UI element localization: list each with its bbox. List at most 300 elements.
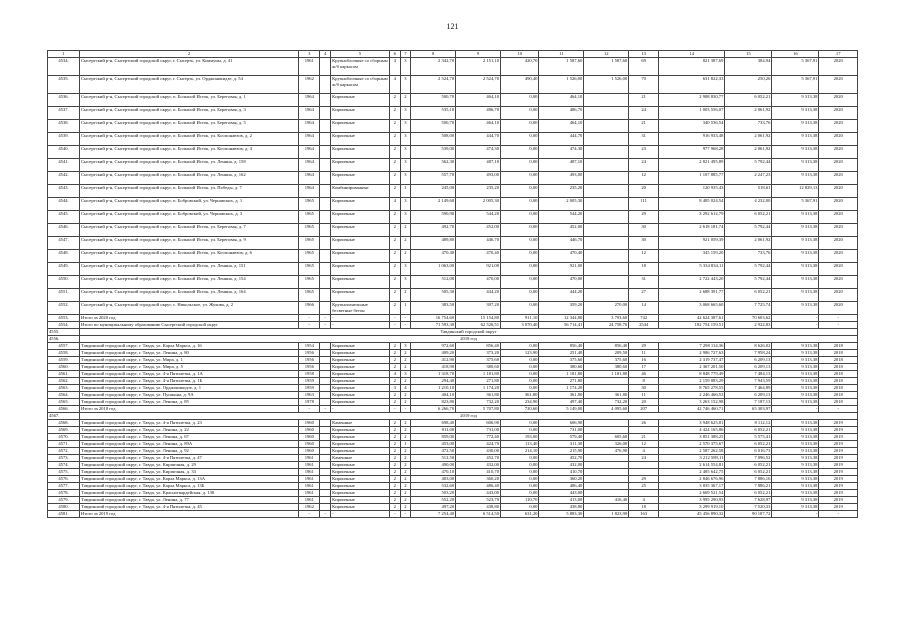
cell-col-7: 3 [400, 263, 411, 276]
cell-col-13: 12 [629, 250, 659, 263]
cell-col-2: Тавдинский городской округ, г. Тавда, ул. Мира, д. 5 [80, 364, 299, 371]
cell-col-4 [320, 120, 331, 133]
table-row [48, 146, 858, 159]
cell-col-17: 2018 [819, 378, 858, 385]
cell-col-15: 7 096,52 [725, 455, 772, 462]
cell-col-2: Тавдинский городской округ, г. Тавда, ул. Красногвардейская, д. 138 [80, 490, 299, 497]
cell-col-4 [320, 250, 331, 263]
cell-col-9: 544,20 [456, 211, 501, 224]
cell-col-8: 508,00 [411, 133, 456, 146]
cell-col-11: 1 181,80 [539, 371, 584, 378]
cell-col-5: Кирпичные [331, 224, 390, 237]
cell-col-9: 606,90 [456, 420, 501, 427]
cell-col-14: 4 424 165,86 [659, 427, 725, 434]
cell-col-10: 110,70 [501, 497, 539, 504]
table-row [48, 434, 858, 441]
cell-col-7: 2 [400, 392, 411, 399]
cell-col-6: 2 [389, 497, 400, 504]
cell-col-16: 9 313,38 [772, 263, 819, 276]
table-row [48, 302, 858, 315]
cell-col-8: 500,70 [411, 120, 456, 133]
cell-col-5: Комбинированные [331, 185, 390, 198]
cell-col-5: Кирпичные [331, 371, 390, 378]
cell-col-1: 4560. [48, 364, 80, 371]
cell-col-13: 69 [629, 58, 659, 76]
cell-col-13: 12 [629, 441, 659, 448]
cell-col-1: 4557. [48, 343, 80, 350]
cell-col-6: 2 [389, 469, 400, 476]
cell-col-16: 9 313,38 [772, 371, 819, 378]
cell-col-7: 1 [400, 441, 411, 448]
cell-col-1: 4577. [48, 483, 80, 490]
cell-col-8: 470,40 [411, 250, 456, 263]
cell-col-1: 4574. [48, 462, 80, 469]
cell-col-5: - [331, 406, 390, 413]
cell-col-9: 486,40 [456, 483, 501, 490]
cell-col-9: 732,20 [456, 399, 501, 406]
cell-col-8: 562,30 [411, 159, 456, 172]
cell-col-10: 361,80 [501, 392, 539, 399]
cell-col-12 [584, 462, 629, 469]
header-col-15: 15 [725, 51, 772, 58]
cell-col-15: 6 052,21 [725, 211, 772, 224]
table-row [48, 120, 858, 133]
cell-col-15: 6 052,21 [725, 490, 772, 497]
cell-col-1: 4561. [48, 371, 80, 378]
table-row [48, 343, 858, 350]
cell-col-8: 472,50 [411, 448, 456, 455]
cell-col-3: - [299, 511, 320, 518]
cell-col-10: 0,00 [501, 94, 539, 107]
cell-col-12 [584, 94, 629, 107]
column-number-header [48, 51, 858, 58]
cell-col-6: 2 [389, 159, 400, 172]
cell-col-17: 2018 [819, 371, 858, 378]
table-row [48, 211, 858, 224]
cell-col-12: 4 095,60 [584, 406, 629, 413]
cell-col-7: 2 [400, 490, 411, 497]
cell-col-7: 2 [400, 237, 411, 250]
cell-col-8: 492,70 [411, 224, 456, 237]
cell-col-10: 0,00 [501, 224, 539, 237]
cell-col-14: 3 835 367,17 [659, 483, 725, 490]
cell-col-12: 3 793,60 [584, 315, 629, 322]
cell-col-3: 1966 [299, 302, 320, 315]
cell-col-7: 2 [400, 469, 411, 476]
cell-col-3: 1961 [299, 497, 320, 504]
cell-col-10: 0,00 [501, 455, 539, 462]
cell-col-10: 0,00 [501, 263, 539, 276]
cell-col-1: 4541. [48, 159, 80, 172]
cell-col-12: 416,40 [584, 497, 629, 504]
cell-col-1: 4568. [48, 420, 80, 427]
cell-col-2: Тавдинский городской округ, г. Тавда, ул. Ленина, д. 67 [80, 434, 299, 441]
cell-col-2: Сысертский р-н, Сысертский городской округ, п. Большой Исток, ул. Ленина, д. 158 [80, 159, 299, 172]
cell-col-6: 2 [389, 185, 400, 198]
cell-col-8: 532,60 [411, 483, 456, 490]
cell-col-7: 2 [400, 350, 411, 357]
cell-col-17: 2018 [819, 343, 858, 350]
cell-col-10: 0,00 [501, 120, 539, 133]
cell-col-11: 410,70 [539, 469, 584, 476]
header-col-9: 9 [456, 51, 501, 58]
cell-col-1: 4571. [48, 441, 80, 448]
cell-col-12 [584, 133, 629, 146]
cell-col-17: 2018 [819, 364, 858, 371]
cell-col-14: 2 821 495,89 [659, 159, 725, 172]
cell-col-7: 2 [400, 476, 411, 483]
cell-col-17: 2019 [819, 427, 858, 434]
cell-col-13: 12 [629, 172, 659, 185]
cell-col-11: 452,70 [539, 455, 584, 462]
cell-col-4: - [320, 406, 331, 413]
cell-col-10: 490,40 [501, 76, 539, 94]
cell-col-6: 4 [389, 371, 400, 378]
table-row [48, 250, 858, 263]
cell-col-13: 207 [629, 406, 659, 413]
cell-col-8: 470,10 [411, 469, 456, 476]
table-row [48, 172, 858, 185]
cell-col-11: 271,80 [539, 378, 584, 385]
cell-col-16: 5 367,91 [772, 198, 819, 211]
cell-col-11: 2 005,30 [539, 198, 584, 211]
cell-col-1: 4551. [48, 289, 80, 302]
cell-col-7: 2 [400, 483, 411, 490]
cell-col-14: 3 995 290,93 [659, 497, 725, 504]
cell-col-13: 46 [629, 371, 659, 378]
cell-col-3: 1965 [299, 250, 320, 263]
cell-col-4 [320, 504, 331, 511]
cell-col-6: 2 [389, 378, 400, 385]
cell-col-4 [320, 469, 331, 476]
cell-col-7: - [400, 322, 411, 329]
cell-col-13: 17 [629, 364, 659, 371]
cell-col-17: - [819, 406, 858, 413]
table-row [48, 159, 858, 172]
cell-col-13: 16 [629, 357, 659, 364]
cell-col-14: 2 618 181,74 [659, 224, 725, 237]
section-title: 2019 год [80, 413, 858, 420]
cell-col-16: 9 313,38 [772, 159, 819, 172]
cell-col-15: 2 061,92 [725, 107, 772, 120]
table-row [48, 490, 858, 497]
cell-col-16: 9 313,38 [772, 497, 819, 504]
cell-col-1: 4539. [48, 133, 80, 146]
cell-col-10: 0,00 [501, 198, 539, 211]
cell-col-12: 476,90 [584, 448, 629, 455]
cell-col-11: 1 174,20 [539, 385, 584, 392]
cell-col-14: 340 536,54 [659, 120, 725, 133]
cell-col-13: 24 [629, 455, 659, 462]
cell-col-10: 0,00 [501, 462, 539, 469]
cell-col-10: 0,00 [501, 302, 539, 315]
header-col-1: 1 [48, 51, 80, 58]
cell-col-4 [320, 448, 331, 455]
cell-col-3: 1965 [299, 198, 320, 211]
cell-col-7: 3 [400, 146, 411, 159]
cell-col-2: Тавдинский городской округ, г. Тавда, ул. Кирпичная, д. 33 [80, 469, 299, 476]
cell-col-2: Сысертский р-н, Сысертский городской округ, п. Бобровский, ул. Чернавских, д. 3 [80, 211, 299, 224]
cell-col-14: 42 624 387,61 [659, 315, 725, 322]
cell-col-17: - [819, 315, 858, 322]
cell-col-4: - [320, 322, 331, 329]
cell-col-12 [584, 469, 629, 476]
cell-col-4 [320, 237, 331, 250]
cell-col-17: 2020 [819, 250, 858, 263]
cell-col-16: 9 313,38 [772, 107, 819, 120]
cell-col-3: 1964 [299, 133, 320, 146]
header-col-3: 3 [299, 51, 320, 58]
cell-col-5: Кирпичные [331, 133, 390, 146]
cell-col-16: 9 313,38 [772, 504, 819, 511]
cell-col-7: 2 [400, 420, 411, 427]
cell-col-2: Тавдинский городской округ, г. Тавда, ул. Ленина, д. 77 [80, 497, 299, 504]
cell-col-11: 606,90 [539, 420, 584, 427]
cell-col-9: 444,70 [456, 133, 501, 146]
cell-col-15: 65 303,97 [725, 406, 772, 413]
cell-col-11: 731,00 [539, 427, 584, 434]
cell-col-5: Кирпичные [331, 357, 390, 364]
cell-col-13: 111 [629, 198, 659, 211]
cell-col-5: Кирпичные [331, 469, 390, 476]
cell-col-6: 2 [389, 250, 400, 263]
cell-col-17: - [819, 322, 858, 329]
cell-col-15: 2 061,92 [725, 133, 772, 146]
cell-col-6: 2 [389, 107, 400, 120]
cell-col-1: 4580. [48, 504, 80, 511]
cell-col-9: 452,70 [456, 455, 501, 462]
cell-col-8: 294,40 [411, 378, 456, 385]
cell-col-16: 9 313,38 [772, 385, 819, 392]
cell-col-14: 3 263 152,98 [659, 399, 725, 406]
cell-col-15: 5 792,44 [725, 159, 772, 172]
cell-col-11: 474,30 [539, 146, 584, 159]
cell-col-5: Кирпичные [331, 483, 390, 490]
cell-col-14: 182 754 159,51 [659, 322, 725, 329]
cell-col-15: 7 464,89 [725, 385, 772, 392]
cell-col-12: 24 758,70 [584, 322, 629, 329]
cell-col-2: Тавдинский городской округ, г. Тавда, ул. 4-я Пятилетка, д. 1А [80, 371, 299, 378]
cell-col-16: - [772, 511, 819, 518]
cell-col-11: 544,20 [539, 211, 584, 224]
cell-col-3: - [299, 322, 320, 329]
cell-col-12: 380,60 [584, 364, 629, 371]
total-row [48, 322, 858, 329]
cell-col-1: 4547. [48, 237, 80, 250]
cell-col-3: 1965 [299, 224, 320, 237]
cell-col-12 [584, 420, 629, 427]
cell-col-9: 380,60 [456, 364, 501, 371]
cell-col-3: 1964 [299, 159, 320, 172]
year-row [48, 336, 858, 343]
cell-col-1: 4578. [48, 490, 80, 497]
cell-col-1: 4552. [48, 302, 80, 315]
cell-col-11: 1 587,60 [539, 58, 584, 76]
cell-col-17: 2019 [819, 455, 858, 462]
cell-col-15: 2 061,92 [725, 146, 772, 159]
cell-col-9: 2 151,10 [456, 58, 501, 76]
cell-col-14: 1 107 885,77 [659, 172, 725, 185]
section-row [48, 329, 858, 336]
cell-col-3: 1965 [299, 289, 320, 302]
cell-col-9: 62 526,51 [456, 322, 501, 329]
cell-col-14: 631 822,33 [659, 76, 725, 94]
cell-col-12 [584, 455, 629, 462]
cell-col-12 [584, 224, 629, 237]
cell-col-12 [584, 172, 629, 185]
section-title: 2018 год [80, 336, 858, 343]
cell-col-2: Тавдинский городской округ, г. Тавда, ул. Ленина, д. 85 [80, 399, 299, 406]
cell-col-9: 452,00 [456, 224, 501, 237]
cell-col-8: 71 593,30 [411, 322, 456, 329]
cell-col-8: 505,30 [411, 289, 456, 302]
cell-col-16: 9 313,38 [772, 483, 819, 490]
cell-col-14: 3 212 589,11 [659, 455, 725, 462]
cell-col-10: 0,00 [501, 469, 539, 476]
cell-col-2: Тавдинский городской округ, г. Тавда, ул. Ленина, д. 92 [80, 448, 299, 455]
cell-col-7: 2 [400, 289, 411, 302]
cell-col-6: 2 [389, 427, 400, 434]
total-row [48, 511, 858, 518]
header-col-12: 12 [584, 51, 629, 58]
cell-col-16: - [772, 406, 819, 413]
table-row [48, 198, 858, 211]
cell-col-14: 3 851 388,25 [659, 434, 725, 441]
table-row [48, 441, 858, 448]
cell-col-7: 2 [400, 357, 411, 364]
cell-col-3: 1965 [299, 211, 320, 224]
cell-col-6: - [389, 322, 400, 329]
cell-col-17: 2020 [819, 289, 858, 302]
cell-col-16: - [772, 315, 819, 322]
cell-col-16: 9 313,38 [772, 434, 819, 441]
cell-col-1: 4546. [48, 224, 80, 237]
cell-col-8: 859,00 [411, 434, 456, 441]
cell-col-5: Кирпичные [331, 250, 390, 263]
cell-col-2: Тавдинский городской округ, г. Тавда, ул. 4-я Пятилетка, д. 23 [80, 420, 299, 427]
cell-col-9: 523,70 [456, 497, 501, 504]
cell-col-10: 0,00 [501, 476, 539, 483]
cell-col-13: 31 [629, 276, 659, 289]
cell-col-4 [320, 224, 331, 237]
cell-col-6: 2 [389, 120, 400, 133]
cell-col-8: 535,10 [411, 107, 456, 120]
cell-col-8: 823,80 [411, 399, 456, 406]
table-row [48, 462, 858, 469]
cell-col-4 [320, 399, 331, 406]
cell-col-16: 9 313,38 [772, 133, 819, 146]
cell-col-14: 2 485 642,75 [659, 469, 725, 476]
cell-col-10: 0,00 [501, 357, 539, 364]
cell-col-5: Кирпичные [331, 434, 390, 441]
cell-col-7: - [400, 511, 411, 518]
table-row [48, 385, 858, 392]
cell-col-12 [584, 276, 629, 289]
cell-col-4 [320, 455, 331, 462]
cell-col-5: Кирпичные [331, 392, 390, 399]
cell-col-3: 1961 [299, 58, 320, 76]
cell-col-14: 1 003 556,07 [659, 107, 725, 120]
cell-col-15: 7 725,74 [725, 302, 772, 315]
header-col-13: 13 [629, 51, 659, 58]
cell-col-15: 5 792,44 [725, 276, 772, 289]
cell-col-7: 2 [400, 497, 411, 504]
cell-col-7: 2 [400, 378, 411, 385]
cell-col-4 [320, 434, 331, 441]
cell-col-16: 9 313,38 [772, 441, 819, 448]
cell-col-3: 1956 [299, 357, 320, 364]
cell-col-7: 3 [400, 211, 411, 224]
section-title: Тавдинский городской округ [80, 329, 858, 336]
cell-col-4 [320, 427, 331, 434]
cell-col-2: Итого за 2019 год [80, 511, 299, 518]
cell-col-17: 2020 [819, 185, 858, 198]
cell-col-1: 4559. [48, 357, 80, 364]
cell-col-16: 9 313,38 [772, 211, 819, 224]
cell-col-1: 4553. [48, 315, 80, 322]
cell-col-9: 1 174,20 [456, 385, 501, 392]
cell-col-2: Сысертский р-н, Сысертский городской округ, п. Большой Исток, ул. Победы, д. 7 [80, 185, 299, 198]
cell-col-11: 56 714,41 [539, 322, 584, 329]
cell-col-14: 2 669 521,54 [659, 490, 725, 497]
cell-col-5: Кирпичные [331, 211, 390, 224]
cell-col-6: 2 [389, 476, 400, 483]
cell-col-17: 2019 [819, 469, 858, 476]
cell-col-5: Кирпичные [331, 399, 390, 406]
cell-col-12: 1 823,90 [584, 511, 629, 518]
table-row [48, 448, 858, 455]
cell-col-8: 409,20 [411, 350, 456, 357]
cell-col-3: 1961 [299, 483, 320, 490]
cell-col-2: Сысертский р-н, Сысертский городской округ, п. Большой Исток, ул. Ленина, д. 162 [80, 172, 299, 185]
cell-col-3: 1959 [299, 385, 320, 392]
cell-col-10: 0,00 [501, 237, 539, 250]
cell-col-13: 24 [629, 159, 659, 172]
cell-col-2: Сысертский р-н, Сысертский городской округ, г. Сысерть, ул. Коммуны, д. 41 [80, 58, 299, 76]
cell-col-10: 0,00 [501, 343, 539, 350]
cell-col-14: 2 587 262,58 [659, 448, 725, 455]
cell-col-5: Крупноблочные со сборным ж/б каркасом [331, 58, 390, 76]
cell-col-9: 486,70 [456, 107, 501, 120]
cell-col-13: 163 [629, 511, 659, 518]
cell-col-4 [320, 159, 331, 172]
table-row [48, 378, 858, 385]
cell-col-15: 7 484,13 [725, 371, 772, 378]
cell-col-16: 9 313,38 [772, 448, 819, 455]
cell-col-4 [320, 185, 331, 198]
cell-col-17: 2020 [819, 302, 858, 315]
cell-col-15: 5 792,44 [725, 224, 772, 237]
cell-col-2: Сысертский р-н, Сысертский городской округ, п. Большой Исток, ул. Космонавтов, д. 2 [80, 133, 299, 146]
cell-col-8: 1 318,70 [411, 371, 456, 378]
cell-col-6: 2 [389, 434, 400, 441]
cell-col-17: 2018 [819, 350, 858, 357]
cell-col-9: 6 514,50 [456, 511, 501, 518]
table-row [48, 357, 858, 364]
cell-col-3: 1961 [299, 455, 320, 462]
cell-col-15: 6 209,13 [725, 364, 772, 371]
cell-col-16: 9 313,38 [772, 120, 819, 133]
header-col-6: 6 [389, 51, 400, 58]
cell-col-4 [320, 263, 331, 276]
cell-col-3: 1961 [299, 476, 320, 483]
cell-col-8: 6 266,70 [411, 406, 456, 413]
cell-col-13: 30 [629, 224, 659, 237]
cell-col-2: Тавдинский городской округ, г. Тавда, ул. Карла Маркса, д. 16 [80, 343, 299, 350]
cell-col-9: 2 005,30 [456, 198, 501, 211]
cell-col-15: 8 112,12 [725, 420, 772, 427]
cell-col-2: Сысертский р-н, Сысертский городской округ, п. Большой Исток, ул. Береговая, д. 7 [80, 224, 299, 237]
